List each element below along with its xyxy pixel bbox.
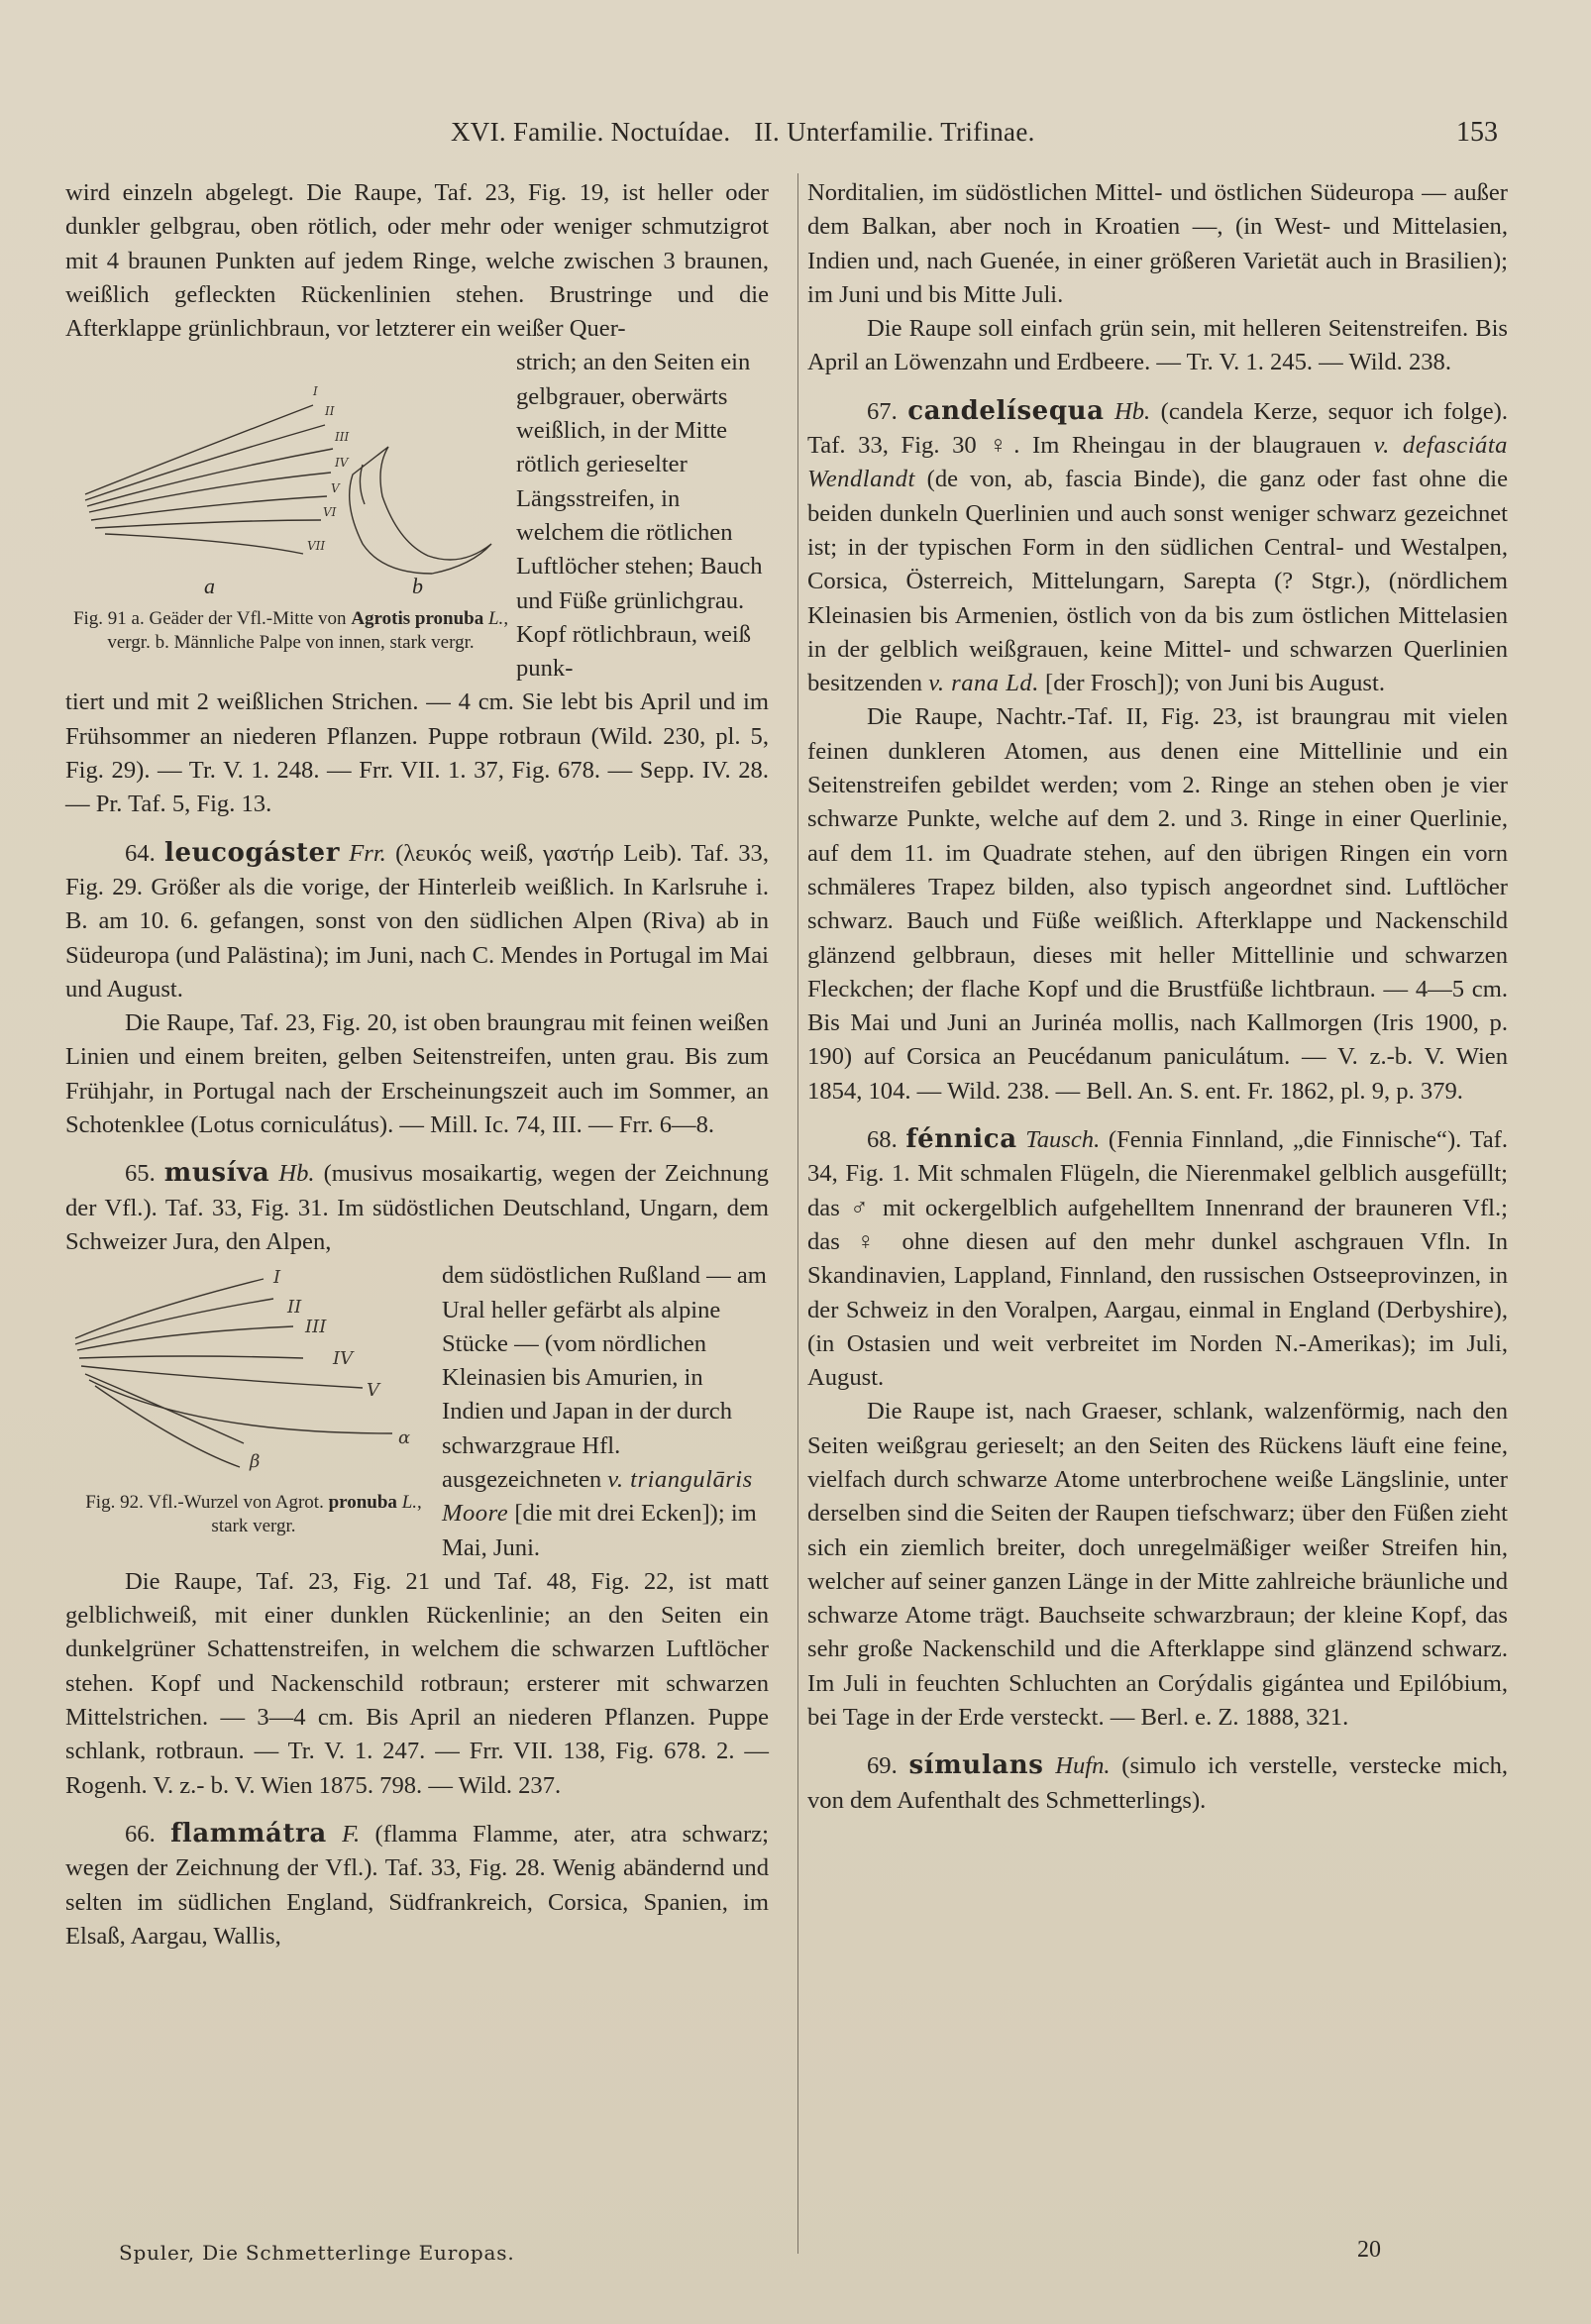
figure-91-block <box>65 346 769 686</box>
running-head <box>451 117 1035 148</box>
vein-label-3: III <box>305 1317 327 1338</box>
species-69: 69. símulans Hufn. (simulo ich verstelle, verstecke mich, von dem Aufenthalt des Schmetterlings). <box>807 1750 1509 1814</box>
svg-text:V: V <box>331 481 340 496</box>
running-head-subfamily: II. Unterfamilie. Trifinae. <box>754 117 1035 147</box>
species-name: leucogáster <box>163 837 340 868</box>
species-67-raupe: Die Raupe, Nachtr.-Taf. II, Fig. 23, ist braungrau mit vielen feinen dunkleren Atomen, aus denen eine Mittellinie und ein Seitenstreifen gebildet werden; vom 2. Ringe an stehen oben je vier schwarze Punkte, welche auf dem 2. und 3. Ringe in einer Querlinie, auf dem 11. im Quadrate stehen, auf den übrigen Ringen ein vorn schmäleres Trapez bilden, also typisch angeordnet sind. Luftlöcher schwarz. Bauch und Füße weißlich. Afterklappe und Nackenschild glänzend gelbbraun, dieses mit heller Mittellinie und schwarzen Fleckchen; der flache Kopf und die Brustfüße lichtbraun. — 4—5 cm. Bis Mai und Juni an Jurinéa mollis, nach Kallmorgen (Iris 1900, p. 190) auf Corsica an Peucédanum paniculátum. — V. z.-b. V. Wien 1854, 104. — Wild. 238. — Bell. An. S. ent. Fr. 1862, pl. 9, p. 379. <box>807 703 1508 1105</box>
right-column <box>807 176 1508 1818</box>
paragraph-raupe-end: tiert und mit 2 weißlichen Strichen. — 4 cm. Sie lebt bis April und im Frühsommer an niederen Pflanzen. Puppe rotbraun (Wild. 230, pl. 5, Fig. 29). — Tr. V. 1. 248. — Frr. VII. 1. 37, Fig. 678. — Sepp. IV. 28. — Pr. Taf. 5, Fig. 13. <box>65 688 769 818</box>
species-65-raupe: Die Raupe, Taf. 23, Fig. 21 und Taf. 48, Fig. 22, ist matt gelblichweiß, mit einer dunklen Rückenlinie; an den Seiten ein dunkelgrüner Schattenstreifen, in welchem die schwarzen Luftlöcher stehen. Kopf und Nackenschild rotbraun; ersterer mit schwarzen Mittelstrichen. — 3—4 cm. Bis April an niederen Pflanzen. Puppe schlank, rotbraun. — Tr. V. 1. 247. — Frr. VII. 138, Fig. 678. 2. — Rogenh. V. z.- b. V. Wien 1875. 798. — Wild. 237. <box>65 1567 769 1799</box>
footer-book-title: Spuler, Die Schmetterlinge Europas. <box>119 2241 515 2265</box>
left-column <box>65 176 769 1954</box>
vein-label-alpha: α <box>398 1427 411 1449</box>
svg-text:VII: VII <box>307 539 326 554</box>
vein-label-2: II <box>287 1297 302 1319</box>
figure-92-caption: Fig. 92. Vfl.-Wurzel von Agrot. pronuba L., stark vergr. <box>85 1492 422 1537</box>
paragraph-raupe-66: Die Raupe soll einfach grün sein, mit helleren Seitenstreifen. Bis April an Löwenzahn und Erdbeere. — Tr. V. 1. 245. — Wild. 238. <box>807 315 1508 376</box>
figure-92-block <box>65 1259 769 1565</box>
species-name: fénnica <box>905 1124 1017 1155</box>
svg-text:III: III <box>335 430 350 445</box>
figure-label-b: b <box>412 574 423 599</box>
figure-91 <box>65 346 516 686</box>
svg-text:VI: VI <box>323 505 337 520</box>
wing-root-drawing <box>65 1259 432 1487</box>
svg-text:II: II <box>325 404 335 419</box>
species-66: 66. flammátra F. (flamma Flamme, ater, atra schwarz; wegen der Zeichnung der Vfl.). Taf. 33, Fig. 28. Wenig abändernd und selten im südlichen England, Südfrankreich, Corsica, Spanien, im Elsaß, Aargau, Wallis, <box>65 1818 769 1950</box>
figure-91-caption: Fig. 91 a. Geäder der Vfl.-Mitte von Agrotis pronuba L., vergr. b. Männliche Palpe von innen, stark vergr. <box>72 608 509 654</box>
column-divider <box>797 173 798 2254</box>
svg-text:I: I <box>313 384 318 399</box>
species-64-raupe: Die Raupe, Taf. 23, Fig. 20, ist oben braungrau mit feinen weißen Linien und einem breiten, gelben Seitenstreifen, unten grau. Bis zum Frühjahr, in Portugal nach der Erscheinungszeit auch im Sommer, an Schotenklee (Lotus corniculátus). — Mill. Ic. 74, III. — Frr. 6—8. <box>65 1009 769 1139</box>
footer-sheet-number: 20 <box>1357 2237 1381 2263</box>
page-number: 153 <box>1456 117 1498 148</box>
species-68: 68. fénnica Tausch. (Fennia Finnland, „die Finnische“). Taf. 34, Fig. 1. Mit schmalen Flügeln, die Nierenmakel gelblich ausgefüllt; das ♂ mit ockergelblich aufgehelltem Innenrand der brauneren Vfl.; das ♀ ohne diesen auf den mehr dunkel aschgrauen Vfln. In Skandinavien, Lappland, Finnland, den russischen Ostseeprovinzen, in der Schweiz in den Voralpen, Aargau, einmal in England (Derbyshire), (in Ostasien und weit verbreitet im Norden N.-Amerikas); im Juli, August. <box>807 1124 1509 1392</box>
species-67: 67. candelísequa Hb. (candela Kerze, sequor ich folge). Taf. 33, Fig. 30 ♀. Im Rheingau in der blaugrauen v. defasciáta Wendlandt (de von, ab, fascia Binde), die ganz oder fast ohne die beiden dunkeln Querlinien und auch sonst weniger schwarz gezeichnet ist; in der typischen Form in den südlichen Central- und Westalpen, Corsica, Österreich, Mittelungarn, Sarepta (? Stgr.), (nördlichem Kleinasien bis Armenien, östlich von da bis zum östlichen Mittelasien in der gelblich weißgrauen, keine Mittel- und schwarzen Querlinien besitzenden v. rana Ld. [der Frosch]); von Juni bis August. <box>807 395 1508 697</box>
paragraph-raupe-side: strich; an den Seiten ein gelbgrauer, oberwärts weißlich, in der Mitte rötlich gerieselter Längsstreifen, in welchem die rötlichen Luftlöcher stehen; Bauch und Füße grünlichgrau. Kopf rötlichbraun, weiß punk- <box>516 349 763 683</box>
species-65: 65. musíva Hb. (musivus mosaikartig, wegen der Zeichnung der Vfl.). Taf. 33, Fig. 31. Im südöstlichen Deutschland, Ungarn, dem Schweizer Jura, den Alpen, <box>65 1158 769 1255</box>
species-name: musíva <box>163 1158 270 1189</box>
vein-label-5: V <box>367 1380 379 1402</box>
species-name: flammátra <box>170 1818 327 1849</box>
wing-venation-drawing <box>65 346 501 603</box>
species-68-raupe: Die Raupe ist, nach Graeser, schlank, walzenförmig, nach den Seiten weißgrau gerieselt; an den Seiten des Rückens läuft eine feine, vielfach durch schwarze Atome unterbrochene weiße Längslinie, unter derselben sind die Seiten der Raupen tiefschwarz; über den Füßen zieht sich ein ziemlich breiter, doch unregelmäßiger weißer Streifen hin, welcher auf seiner ganzen Länge in der Mitte zahlreiche bräunliche und schwarze Atome trägt. Bauchseite schwarzbraun; der kleine Kopf, das sehr große Nackenschild und die Afterklappe sind glänzend schwarz. Im Juli in feuchten Schluchten an Corýdalis gigántea und Epilóbium, bei Tage in der Erde versteckt. — Berl. e. Z. 1888, 321. <box>807 1398 1508 1732</box>
paragraph-raupe-pronuba: wird einzeln abgelegt. Die Raupe, Taf. 23, Fig. 19, ist heller oder dunkler gelbgrau, oben rötlich, oder mehr oder weniger schmutzigrot mit 4 braunen Punkten auf jedem Ringe, welche zwischen 3 braunen, weißlich gefleckten Rückenlinien stehen. Brustringe und die Afterklappe grünlichbraun, vor letzterer ein weißer Quer- <box>65 179 769 343</box>
species-name: candelísequa <box>907 395 1105 426</box>
vein-label-1: I <box>273 1267 281 1289</box>
species-64: 64. leucogáster Frr. (λευκός weiß, γαστήρ Leib). Taf. 33, Fig. 29. Größer als die vorige, der Hinterleib weißlich. In Karlsruhe i. B. am 10. 6. gefangen, sonst von den südlichen Alpen (Riva) ab in Südeuropa (und Palästina); im Juni, nach C. Mendes in Portugal im Mai und August. <box>65 837 769 1003</box>
species-name: símulans <box>908 1750 1044 1781</box>
paragraph-distribution: Norditalien, im südöstlichen Mittel- und östlichen Südeuropa — außer dem Balkan, aber noch in Kroatien —, (in West- und Mittelasien, Indien und, nach Guenée, in einer größeren Varietät auch in Brasilien); im Juni und bis Mitte Juli. <box>807 179 1508 308</box>
running-head-family: XVI. Familie. Noctuídae. <box>451 117 731 147</box>
figure-92 <box>65 1259 442 1565</box>
vein-label-beta: β <box>250 1451 261 1473</box>
vein-label-4: IV <box>333 1348 354 1370</box>
species-65-side: dem südöstlichen Rußland — am Ural heller gefärbt als alpine Stücke — (vom nördlichen Kleinasien bis Amurien, in Indien und Japan in der durch schwarzgraue Hfl. ausgezeichneten v. triangulāris Moore [die mit drei Ecken]); im Mai, Juni. <box>442 1262 767 1561</box>
svg-text:IV: IV <box>335 456 349 471</box>
figure-label-a: a <box>204 574 215 599</box>
